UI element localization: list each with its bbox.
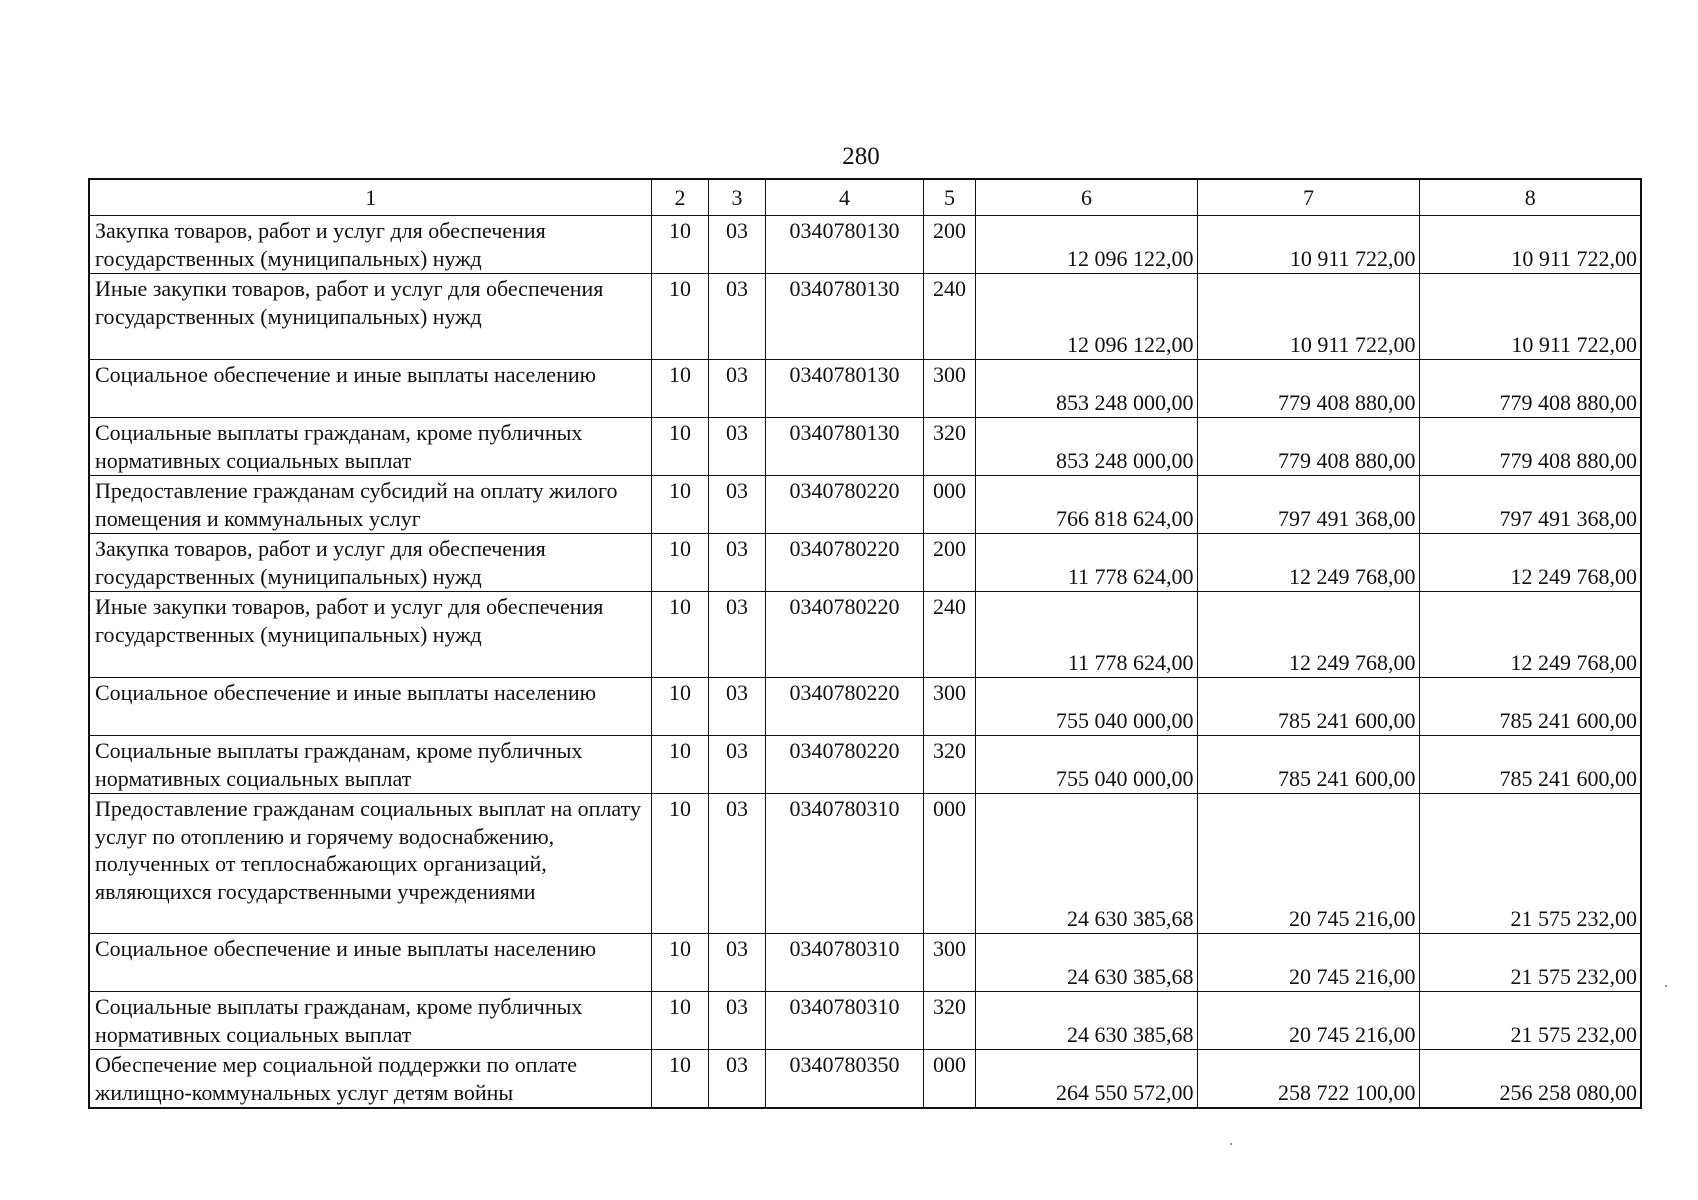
- amount-cell-8: 21 575 232,00: [1419, 794, 1641, 934]
- expense-type-cell: 320: [923, 418, 975, 476]
- page-number: 280: [842, 143, 880, 170]
- amount-cell-8: 785 241 600,00: [1419, 736, 1641, 794]
- table-row: [89, 1050, 1641, 1109]
- column-header: 2: [651, 179, 708, 216]
- amount-cell-6: 264 550 572,00: [975, 1050, 1197, 1109]
- subsection-cell: 03: [708, 934, 765, 992]
- section-cell: 10: [651, 1050, 708, 1109]
- column-header: 5: [923, 179, 975, 216]
- amount-cell-8: 779 408 880,00: [1419, 418, 1641, 476]
- subsection-cell: 03: [708, 992, 765, 1050]
- amount-cell-6: 11 778 624,00: [975, 534, 1197, 592]
- column-header: 8: [1419, 179, 1641, 216]
- table-row: [89, 794, 1641, 934]
- section-cell: 10: [651, 592, 708, 678]
- subsection-cell: 03: [708, 274, 765, 360]
- expense-type-cell: 000: [923, 1050, 975, 1109]
- table-row: [89, 216, 1641, 274]
- expense-type-cell: 320: [923, 992, 975, 1050]
- amount-cell-6: 11 778 624,00: [975, 592, 1197, 678]
- column-header: 3: [708, 179, 765, 216]
- amount-cell-6: 12 096 122,00: [975, 216, 1197, 274]
- row-name-cell: Иные закупки товаров, работ и услуг для обеспечения государственных (муниципальных) нужд: [89, 274, 651, 360]
- target-article-cell: 0340780220: [765, 736, 923, 794]
- amount-cell-6: 853 248 000,00: [975, 360, 1197, 418]
- section-cell: 10: [651, 418, 708, 476]
- amount-cell-8: 256 258 080,00: [1419, 1050, 1641, 1109]
- row-name-cell: Социальные выплаты гражданам, кроме публичных нормативных социальных выплат: [89, 736, 651, 794]
- amount-cell-6: 24 630 385,68: [975, 992, 1197, 1050]
- expense-type-cell: 000: [923, 476, 975, 534]
- amount-cell-7: 258 722 100,00: [1197, 1050, 1419, 1109]
- target-article-cell: 0340780310: [765, 934, 923, 992]
- column-header: 6: [975, 179, 1197, 216]
- amount-cell-8: 779 408 880,00: [1419, 360, 1641, 418]
- amount-cell-7: 10 911 722,00: [1197, 274, 1419, 360]
- amount-cell-8: 797 491 368,00: [1419, 476, 1641, 534]
- target-article-cell: 0340780310: [765, 794, 923, 934]
- subsection-cell: 03: [708, 678, 765, 736]
- section-cell: 10: [651, 794, 708, 934]
- subsection-cell: 03: [708, 592, 765, 678]
- amount-cell-8: 21 575 232,00: [1419, 992, 1641, 1050]
- target-article-cell: 0340780130: [765, 274, 923, 360]
- table-row: [89, 360, 1641, 418]
- subsection-cell: 03: [708, 736, 765, 794]
- row-name-cell: Закупка товаров, работ и услуг для обеспечения государственных (муниципальных) нужд: [89, 534, 651, 592]
- row-name-cell: Социальные выплаты гражданам, кроме публичных нормативных социальных выплат: [89, 992, 651, 1050]
- row-name-cell: Предоставление гражданам социальных выплат на оплату услуг по отоплению и горячему водоснабжению, полученных от теплоснабжающих организаций, являющихся государственными учреждениями: [89, 794, 651, 934]
- row-name-cell: Социальные выплаты гражданам, кроме публичных нормативных социальных выплат: [89, 418, 651, 476]
- expense-type-cell: 240: [923, 592, 975, 678]
- target-article-cell: 0340780130: [765, 360, 923, 418]
- amount-cell-6: 24 630 385,68: [975, 934, 1197, 992]
- section-cell: 10: [651, 360, 708, 418]
- row-name-cell: Социальное обеспечение и иные выплаты населению: [89, 360, 651, 418]
- column-header: 1: [89, 179, 651, 216]
- row-name-cell: Предоставление гражданам субсидий на оплату жилого помещения и коммунальных услуг: [89, 476, 651, 534]
- amount-cell-8: 10 911 722,00: [1419, 216, 1641, 274]
- amount-cell-6: 755 040 000,00: [975, 736, 1197, 794]
- subsection-cell: 03: [708, 418, 765, 476]
- table-row: [89, 418, 1641, 476]
- amount-cell-6: 755 040 000,00: [975, 678, 1197, 736]
- header-row: [89, 179, 1641, 216]
- amount-cell-7: 20 745 216,00: [1197, 934, 1419, 992]
- section-cell: 10: [651, 992, 708, 1050]
- amount-cell-7: 20 745 216,00: [1197, 794, 1419, 934]
- subsection-cell: 03: [708, 216, 765, 274]
- subsection-cell: 03: [708, 1050, 765, 1109]
- expense-type-cell: 200: [923, 216, 975, 274]
- row-name-cell: Иные закупки товаров, работ и услуг для обеспечения государственных (муниципальных) нужд: [89, 592, 651, 678]
- subsection-cell: 03: [708, 476, 765, 534]
- budget-table: [88, 178, 1642, 1109]
- section-cell: 10: [651, 216, 708, 274]
- section-cell: 10: [651, 274, 708, 360]
- expense-type-cell: 320: [923, 736, 975, 794]
- amount-cell-6: 766 818 624,00: [975, 476, 1197, 534]
- scan-speck: [1665, 985, 1667, 987]
- target-article-cell: 0340780310: [765, 992, 923, 1050]
- row-name-cell: Закупка товаров, работ и услуг для обеспечения государственных (муниципальных) нужд: [89, 216, 651, 274]
- column-header: 7: [1197, 179, 1419, 216]
- expense-type-cell: 240: [923, 274, 975, 360]
- amount-cell-7: 785 241 600,00: [1197, 736, 1419, 794]
- table-row: [89, 992, 1641, 1050]
- expense-type-cell: 300: [923, 678, 975, 736]
- table-row: [89, 592, 1641, 678]
- amount-cell-7: 20 745 216,00: [1197, 992, 1419, 1050]
- target-article-cell: 0340780220: [765, 476, 923, 534]
- subsection-cell: 03: [708, 360, 765, 418]
- expense-type-cell: 300: [923, 934, 975, 992]
- table-row: [89, 934, 1641, 992]
- table-row: [89, 678, 1641, 736]
- table-row: [89, 274, 1641, 360]
- expense-type-cell: 300: [923, 360, 975, 418]
- row-name-cell: Социальное обеспечение и иные выплаты населению: [89, 678, 651, 736]
- amount-cell-7: 779 408 880,00: [1197, 418, 1419, 476]
- section-cell: 10: [651, 934, 708, 992]
- section-cell: 10: [651, 678, 708, 736]
- amount-cell-8: 12 249 768,00: [1419, 534, 1641, 592]
- subsection-cell: 03: [708, 534, 765, 592]
- amount-cell-7: 10 911 722,00: [1197, 216, 1419, 274]
- amount-cell-8: 12 249 768,00: [1419, 592, 1641, 678]
- target-article-cell: 0340780220: [765, 678, 923, 736]
- target-article-cell: 0340780220: [765, 592, 923, 678]
- target-article-cell: 0340780130: [765, 418, 923, 476]
- amount-cell-6: 12 096 122,00: [975, 274, 1197, 360]
- target-article-cell: 0340780130: [765, 216, 923, 274]
- amount-cell-7: 797 491 368,00: [1197, 476, 1419, 534]
- target-article-cell: 0340780350: [765, 1050, 923, 1109]
- table-row: [89, 736, 1641, 794]
- amount-cell-8: 10 911 722,00: [1419, 274, 1641, 360]
- section-cell: 10: [651, 476, 708, 534]
- scan-speck: [1230, 1143, 1232, 1145]
- section-cell: 10: [651, 534, 708, 592]
- table-row: [89, 476, 1641, 534]
- column-header: 4: [765, 179, 923, 216]
- amount-cell-6: 853 248 000,00: [975, 418, 1197, 476]
- subsection-cell: 03: [708, 794, 765, 934]
- row-name-cell: Социальное обеспечение и иные выплаты населению: [89, 934, 651, 992]
- amount-cell-8: 21 575 232,00: [1419, 934, 1641, 992]
- target-article-cell: 0340780220: [765, 534, 923, 592]
- amount-cell-7: 785 241 600,00: [1197, 678, 1419, 736]
- amount-cell-8: 785 241 600,00: [1419, 678, 1641, 736]
- amount-cell-7: 779 408 880,00: [1197, 360, 1419, 418]
- amount-cell-7: 12 249 768,00: [1197, 534, 1419, 592]
- amount-cell-6: 24 630 385,68: [975, 794, 1197, 934]
- table-row: [89, 534, 1641, 592]
- section-cell: 10: [651, 736, 708, 794]
- expense-type-cell: 000: [923, 794, 975, 934]
- amount-cell-7: 12 249 768,00: [1197, 592, 1419, 678]
- row-name-cell: Обеспечение мер социальной поддержки по оплате жилищно-коммунальных услуг детям войны: [89, 1050, 651, 1109]
- expense-type-cell: 200: [923, 534, 975, 592]
